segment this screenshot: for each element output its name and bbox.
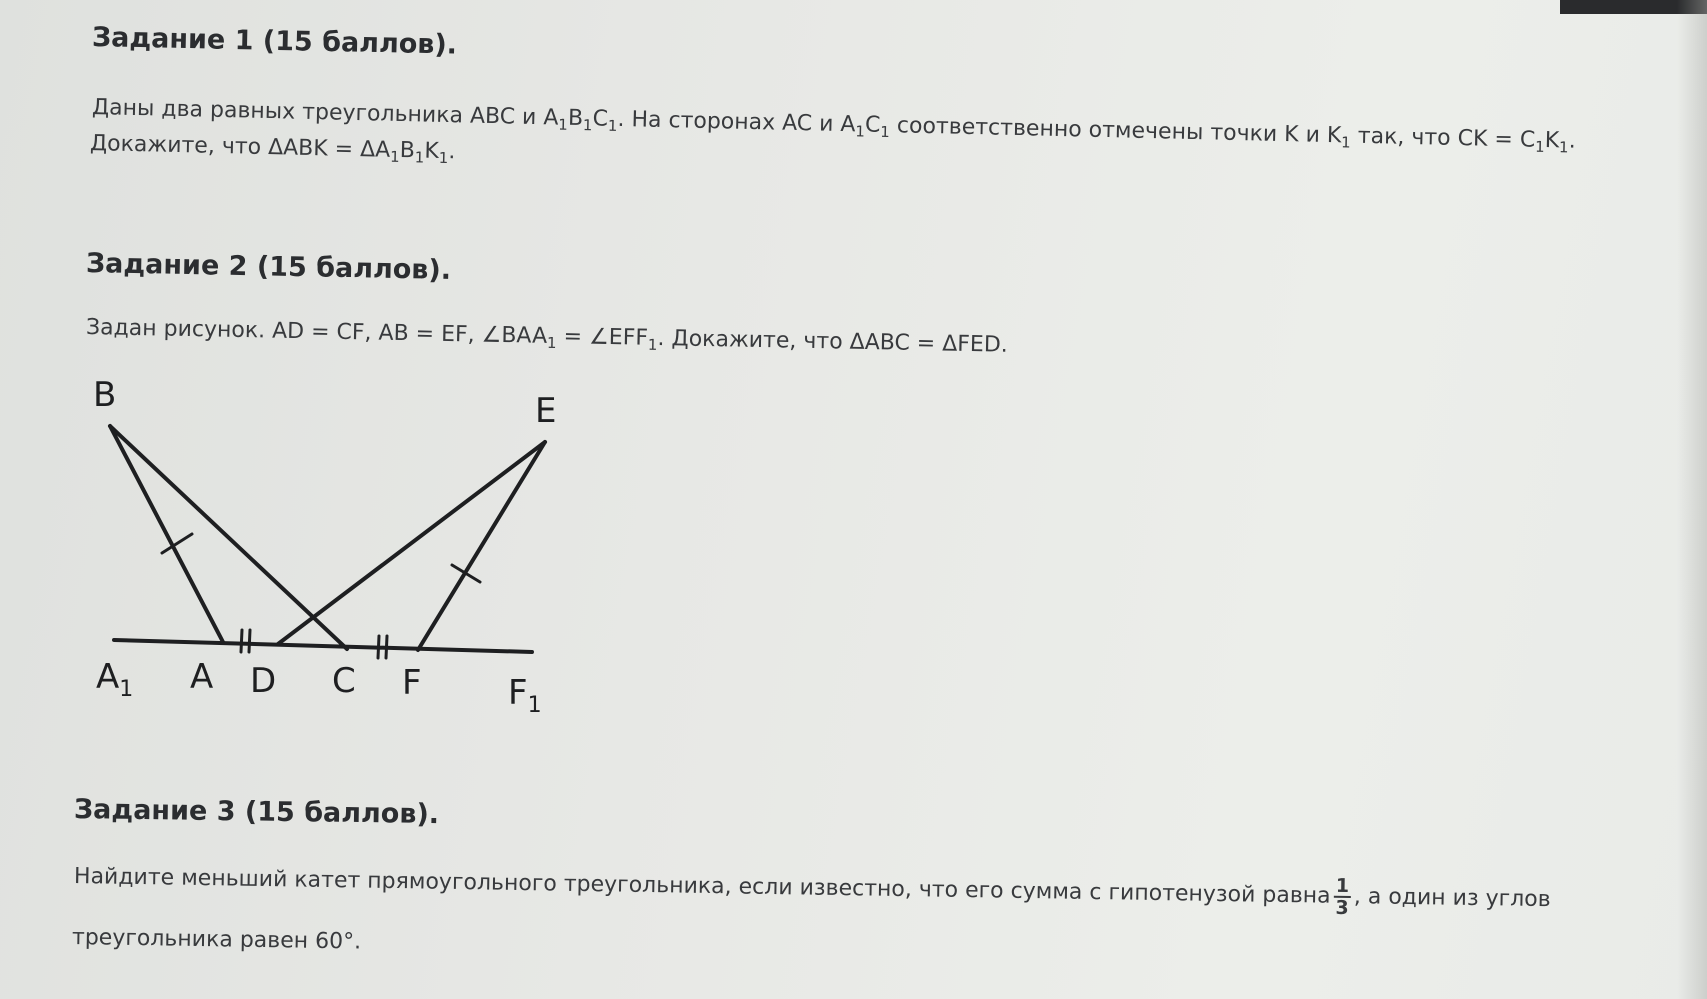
segment-ed <box>278 442 545 644</box>
tick-cf-1 <box>378 636 379 658</box>
label-d: D <box>250 661 277 701</box>
base-line <box>114 640 532 652</box>
tick-marks <box>162 534 480 658</box>
figure-labels <box>93 375 556 718</box>
label-c: C <box>332 661 356 701</box>
tick-ad-2 <box>249 630 250 652</box>
task-1-title: Задание 1 (15 баллов). <box>91 22 458 61</box>
label-f: F <box>402 663 422 703</box>
geometry-figure <box>80 370 600 730</box>
label-e: E <box>535 391 557 431</box>
task-2-line: Задан рисунок. AD = CF, AB = EF, $\angle BAA_1$ = $\angle EFF_1$. Докажите, что ΔABC = ΔFED. <box>85 315 1008 358</box>
tick-ad-1 <box>241 630 242 652</box>
task-3-line-1: Найдите меньший катет прямоугольного треугольника, если известно, что его сумма с гипотенузой равна $\frac{1}{3}$ , а один из углов <box>73 864 1551 920</box>
task-3-title: Задание 3 (15 баллов). <box>73 794 440 831</box>
label-f1: $F_1$ <box>508 673 542 718</box>
task-1-line-1: Даны два равных треугольника ABC и $A_1B_1C_1$. На сторонах AC и $A_1C_1$ соответственно отмечены точки K и $K_1$ так, что CK = $C_1K_1$. <box>91 95 1577 157</box>
geometry-figure-svg <box>80 370 600 730</box>
label-a: A <box>190 657 214 697</box>
label-b: B <box>93 375 117 415</box>
task-2-title: Задание 2 (15 баллов). <box>85 248 452 287</box>
segment-ba <box>110 426 223 642</box>
segment-ef <box>418 442 545 650</box>
label-a1: $A_1$ <box>96 657 134 702</box>
tick-cf-2 <box>386 636 387 658</box>
figure-lines <box>110 426 545 652</box>
screen-edge-shadow <box>1677 0 1707 999</box>
fraction-one-third: $\frac{1}{3}$ <box>1335 874 1350 920</box>
segment-bc <box>110 426 347 649</box>
task-3-line-2: треугольника равен 60°. <box>71 925 362 955</box>
task-1-line-2: Докажите, что $\Delta ABK = \Delta A_1B_1K_1$. <box>89 131 456 168</box>
